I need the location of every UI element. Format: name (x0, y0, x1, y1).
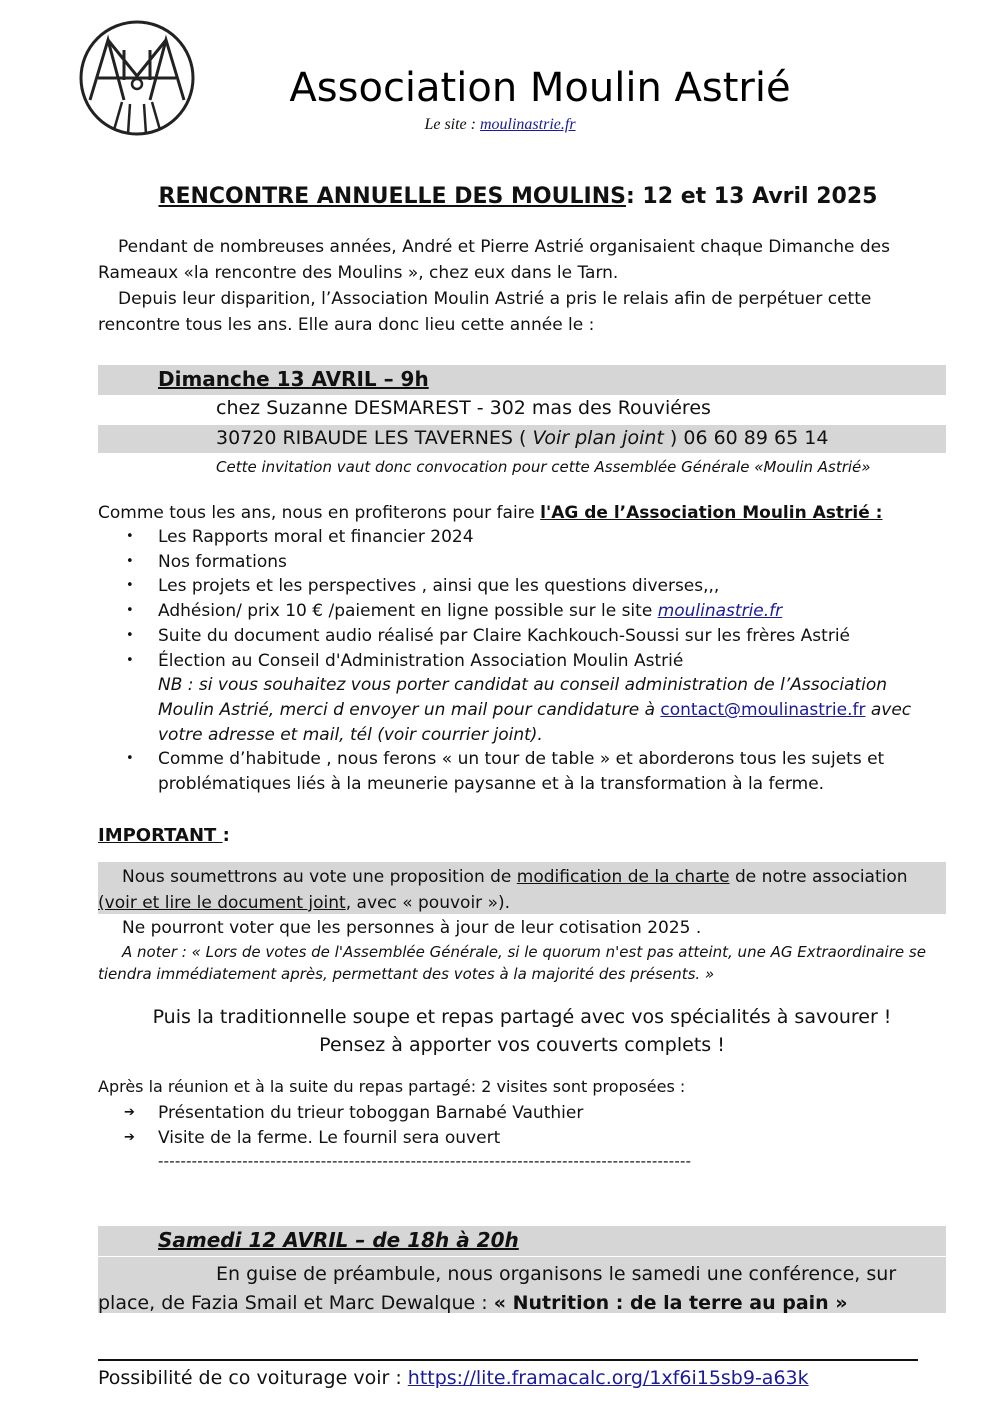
soupe-line-2: Pensez à apporter vos couverts complets ! (319, 1034, 725, 1056)
list-item: ➔ Présentation du trieur toboggan Barnabé Vauthier (124, 1103, 584, 1123)
charte-link[interactable]: modification de la charte (516, 867, 730, 887)
a-noter-paragraph: A noter : « Lors de votes de l'Assemblée Générale, si le quorum n'est pas atteint, une AG Extraordinaire se tiendra immédiatement après, permettant des votes à la majorité des présents. » (98, 943, 926, 983)
carpool-line: Possibilité de co voiturage voir : https://lite.framacalc.org/1xf6i15sb9-a63k (98, 1367, 809, 1389)
adhesion-link[interactable]: moulinastrie.fr (657, 601, 783, 622)
convocation-note: Cette invitation vaut donc convocation pour cette Assemblée Générale «Moulin Astrié» (216, 458, 871, 476)
heading-dates: : 12 et 13 Avril 2025 (625, 184, 878, 209)
dashed-separator: ----------------------------------------------------------------------------------------------- (158, 1152, 692, 1170)
cotisation-line: Ne pourront voter que les personnes à jour de leur cotisation 2025 . (122, 918, 702, 938)
site-line (200, 116, 800, 134)
list-item: • Nos formations (126, 551, 287, 572)
intro-paragraph-2: Depuis leur disparition, l’Association Moulin Astrié a pris le relais afin de perpétuer cette rencontre tous les ans. Elle aura donc lieu cette année le : (98, 289, 872, 335)
ag-agenda-list (98, 525, 958, 797)
sunday-address-phone: 30720 RIBAUDE LES TAVERNES ( Voir plan joint ) 06 60 89 65 14 (216, 427, 829, 449)
contact-email-link[interactable]: contact@moulinastrie.fr (660, 699, 866, 720)
list-item: • Comme d’habitude , nous ferons « un tour de table » et aborderons tous les sujets et problématiques liés à la meunerie paysanne et à la transformation à la ferme. (126, 749, 885, 795)
visites-intro: Après la réunion et à la suite du repas partagé: 2 visites sont proposées : (98, 1077, 686, 1096)
visites-list (98, 1101, 958, 1150)
sunday-address: chez Suzanne DESMAREST - 302 mas des Rouviéres (216, 397, 711, 419)
soupe-line-1: Puis la traditionnelle soupe et repas partagé avec vos spécialités à savourer ! (152, 1006, 892, 1028)
soupe-lines (98, 1003, 946, 1059)
plan-joint-text: Voir plan joint (532, 427, 664, 449)
site-prefix: Le site : (424, 116, 480, 133)
nb-candidature-note: NB : si vous souhaitez vous porter candidat au conseil administration de l’Association Moulin Astrié, merci d envoyer un mail pour candidature à contact@moulinastrie.fr avec votre adresse et mail, tél (voir courrier joint). (158, 675, 912, 745)
list-item: • Suite du document audio réalisé par Claire Kachkouch-Soussi sur les frères Astrié (126, 625, 850, 646)
saturday-date: Samedi 12 AVRIL – de 18h à 20h (158, 1228, 519, 1252)
conference-title: « Nutrition : de la terre au pain » (493, 1292, 848, 1314)
main-heading (98, 182, 938, 212)
heading-underlined: RENCONTRE ANNUELLE DES MOULINS (158, 184, 626, 209)
association-logo (78, 18, 196, 138)
sunday-date: Dimanche 13 AVRIL – 9h (158, 367, 429, 391)
page-title: Association Moulin Astrié (289, 65, 791, 111)
important-label: IMPORTANT : (98, 825, 230, 846)
saturday-paragraph: En guise de préambule, nous organisons le samedi une conférence, sur place, de Fazia Smail et Marc Dewalque : « Nutrition : de la terre au pain » (98, 1263, 897, 1314)
intro-paragraph-1: Pendant de nombreuses années, André et Pierre Astrié organisaient chaque Dimanche des Rameaux «la rencontre des Moulins », chez eux dans le Tarn. (98, 237, 890, 283)
document-joint-text: (voir et lire le document joint (98, 893, 346, 913)
list-item: • Élection au Conseil d'Administration Association Moulin Astrié NB : si vous souhaitez vous porter candidat au conseil administration de l’Association Moulin Astrié, merci d envoyer un mail pour candidature à contact@moulinastrie.fr avec votre adresse et mail, tél (voir courrier joint). (98, 649, 958, 748)
list-item: • Les Rapports moral et financier 2024 (126, 527, 474, 547)
footer-rule (98, 1359, 918, 1361)
site-link[interactable]: moulinastrie.fr (479, 116, 576, 133)
list-item: • Adhésion/ prix 10 € /paiement en ligne possible sur le site moulinastrie.fr (126, 601, 783, 622)
vote-paragraph: Nous soumettrons au vote une proposition de modification de la charte de notre association (voir et lire le document joint, avec « pouvoir »). (98, 867, 908, 913)
list-item: • Les projets et les perspectives , ainsi que les questions diverses,,, (126, 576, 720, 597)
list-item: ➔ Visite de la ferme. Le fournil sera ouvert (124, 1127, 501, 1148)
ag-intro-bold: l'AG de l’Association Moulin Astrié : (540, 503, 883, 523)
carpool-link[interactable]: https://lite.framacalc.org/1xf6i15sb9-a63k (407, 1367, 809, 1389)
ag-intro: Comme tous les ans, nous en profiterons pour faire l'AG de l’Association Moulin Astrié : (98, 503, 883, 523)
